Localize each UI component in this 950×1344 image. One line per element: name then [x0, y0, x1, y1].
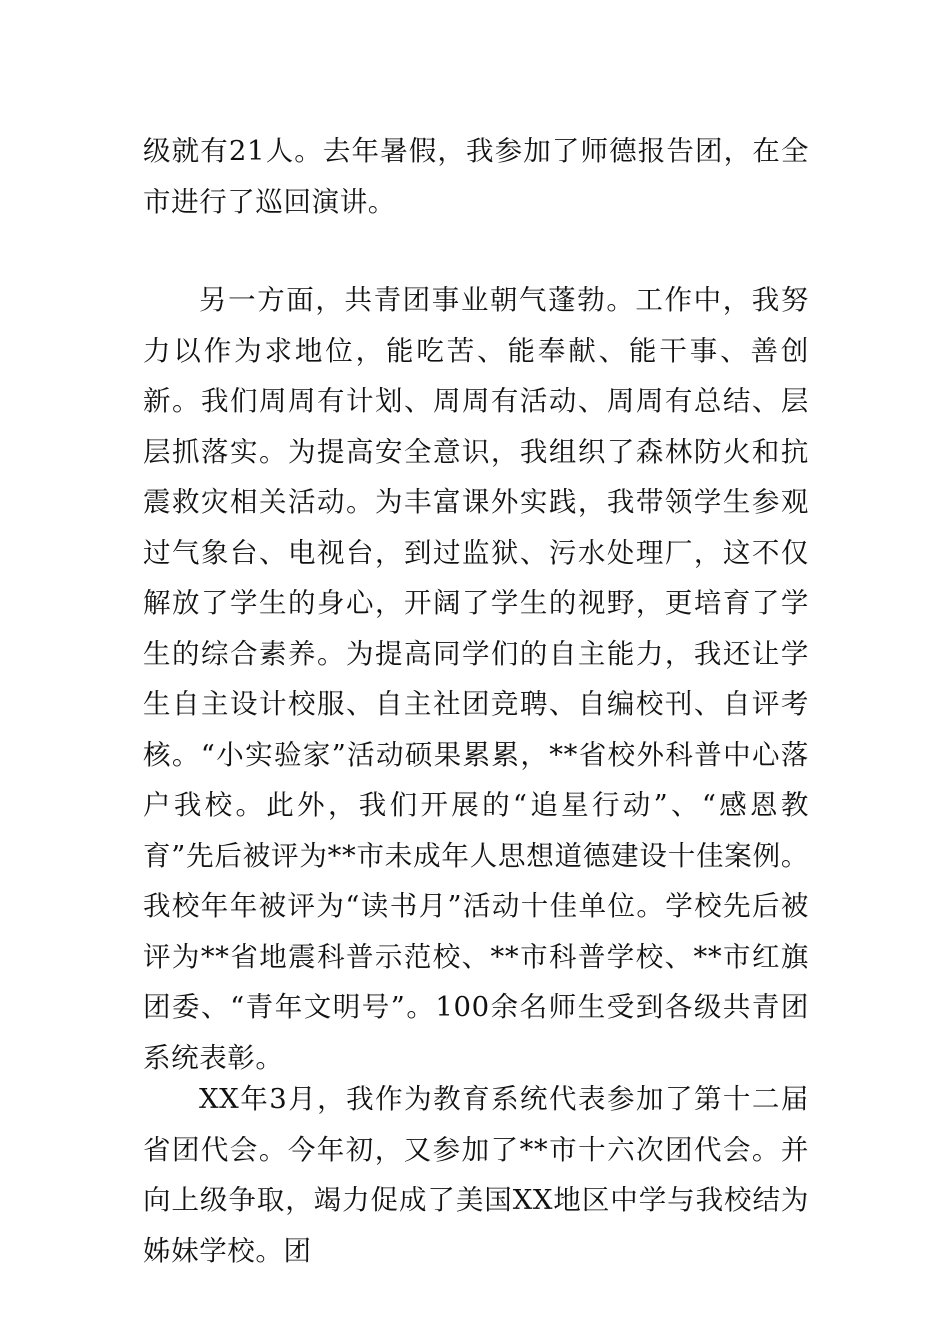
paragraph-league-congress: XX年3月，我作为教育系统代表参加了第十二届省团代会。今年初，又参加了**市十六次团代会。并向上级争取，竭力促成了美国XX地区中学与我校结为姊妹学校。团 — [143, 1083, 809, 1267]
paragraph-youth-league-work: 另一方面，共青团事业朝气蓬勃。工作中，我努力以作为求地位，能吃苦、能奉献、能干事、善创新。我们周周有计划、周周有活动、周周有总结、层层抓落实。为提高安全意识，我组织了森林防火和抗震救灾相关活动。为丰富课外实践，我带领学生参观过气象台、电视台，到过监狱、污水处理厂，这不仅解放了学生的身心，开阔了学生的视野，更培育了学生的综合素养。为提高同学们的自主能力，我还让学生自主设计校服、自主社团竞聘、自编校刊、自评考核。“小实验家”活动硕果累累，**省校外科普中心落户我校。此外，我们开展的“追星行动”、“感恩教育”先后被评为**市未成年人思想道德建设十佳案例。我校年年被评为“读书月”活动十佳单位。学校先后被评为**省地震科普示范校、**市科普学校、**市红旗团委、“青年文明号”。100余名师生受到各级共青团系统表彰。 — [143, 284, 809, 1074]
paragraph-continuation: 级就有21人。去年暑假，我参加了师德报告团，在全市进行了巡回演讲。 — [143, 135, 809, 218]
